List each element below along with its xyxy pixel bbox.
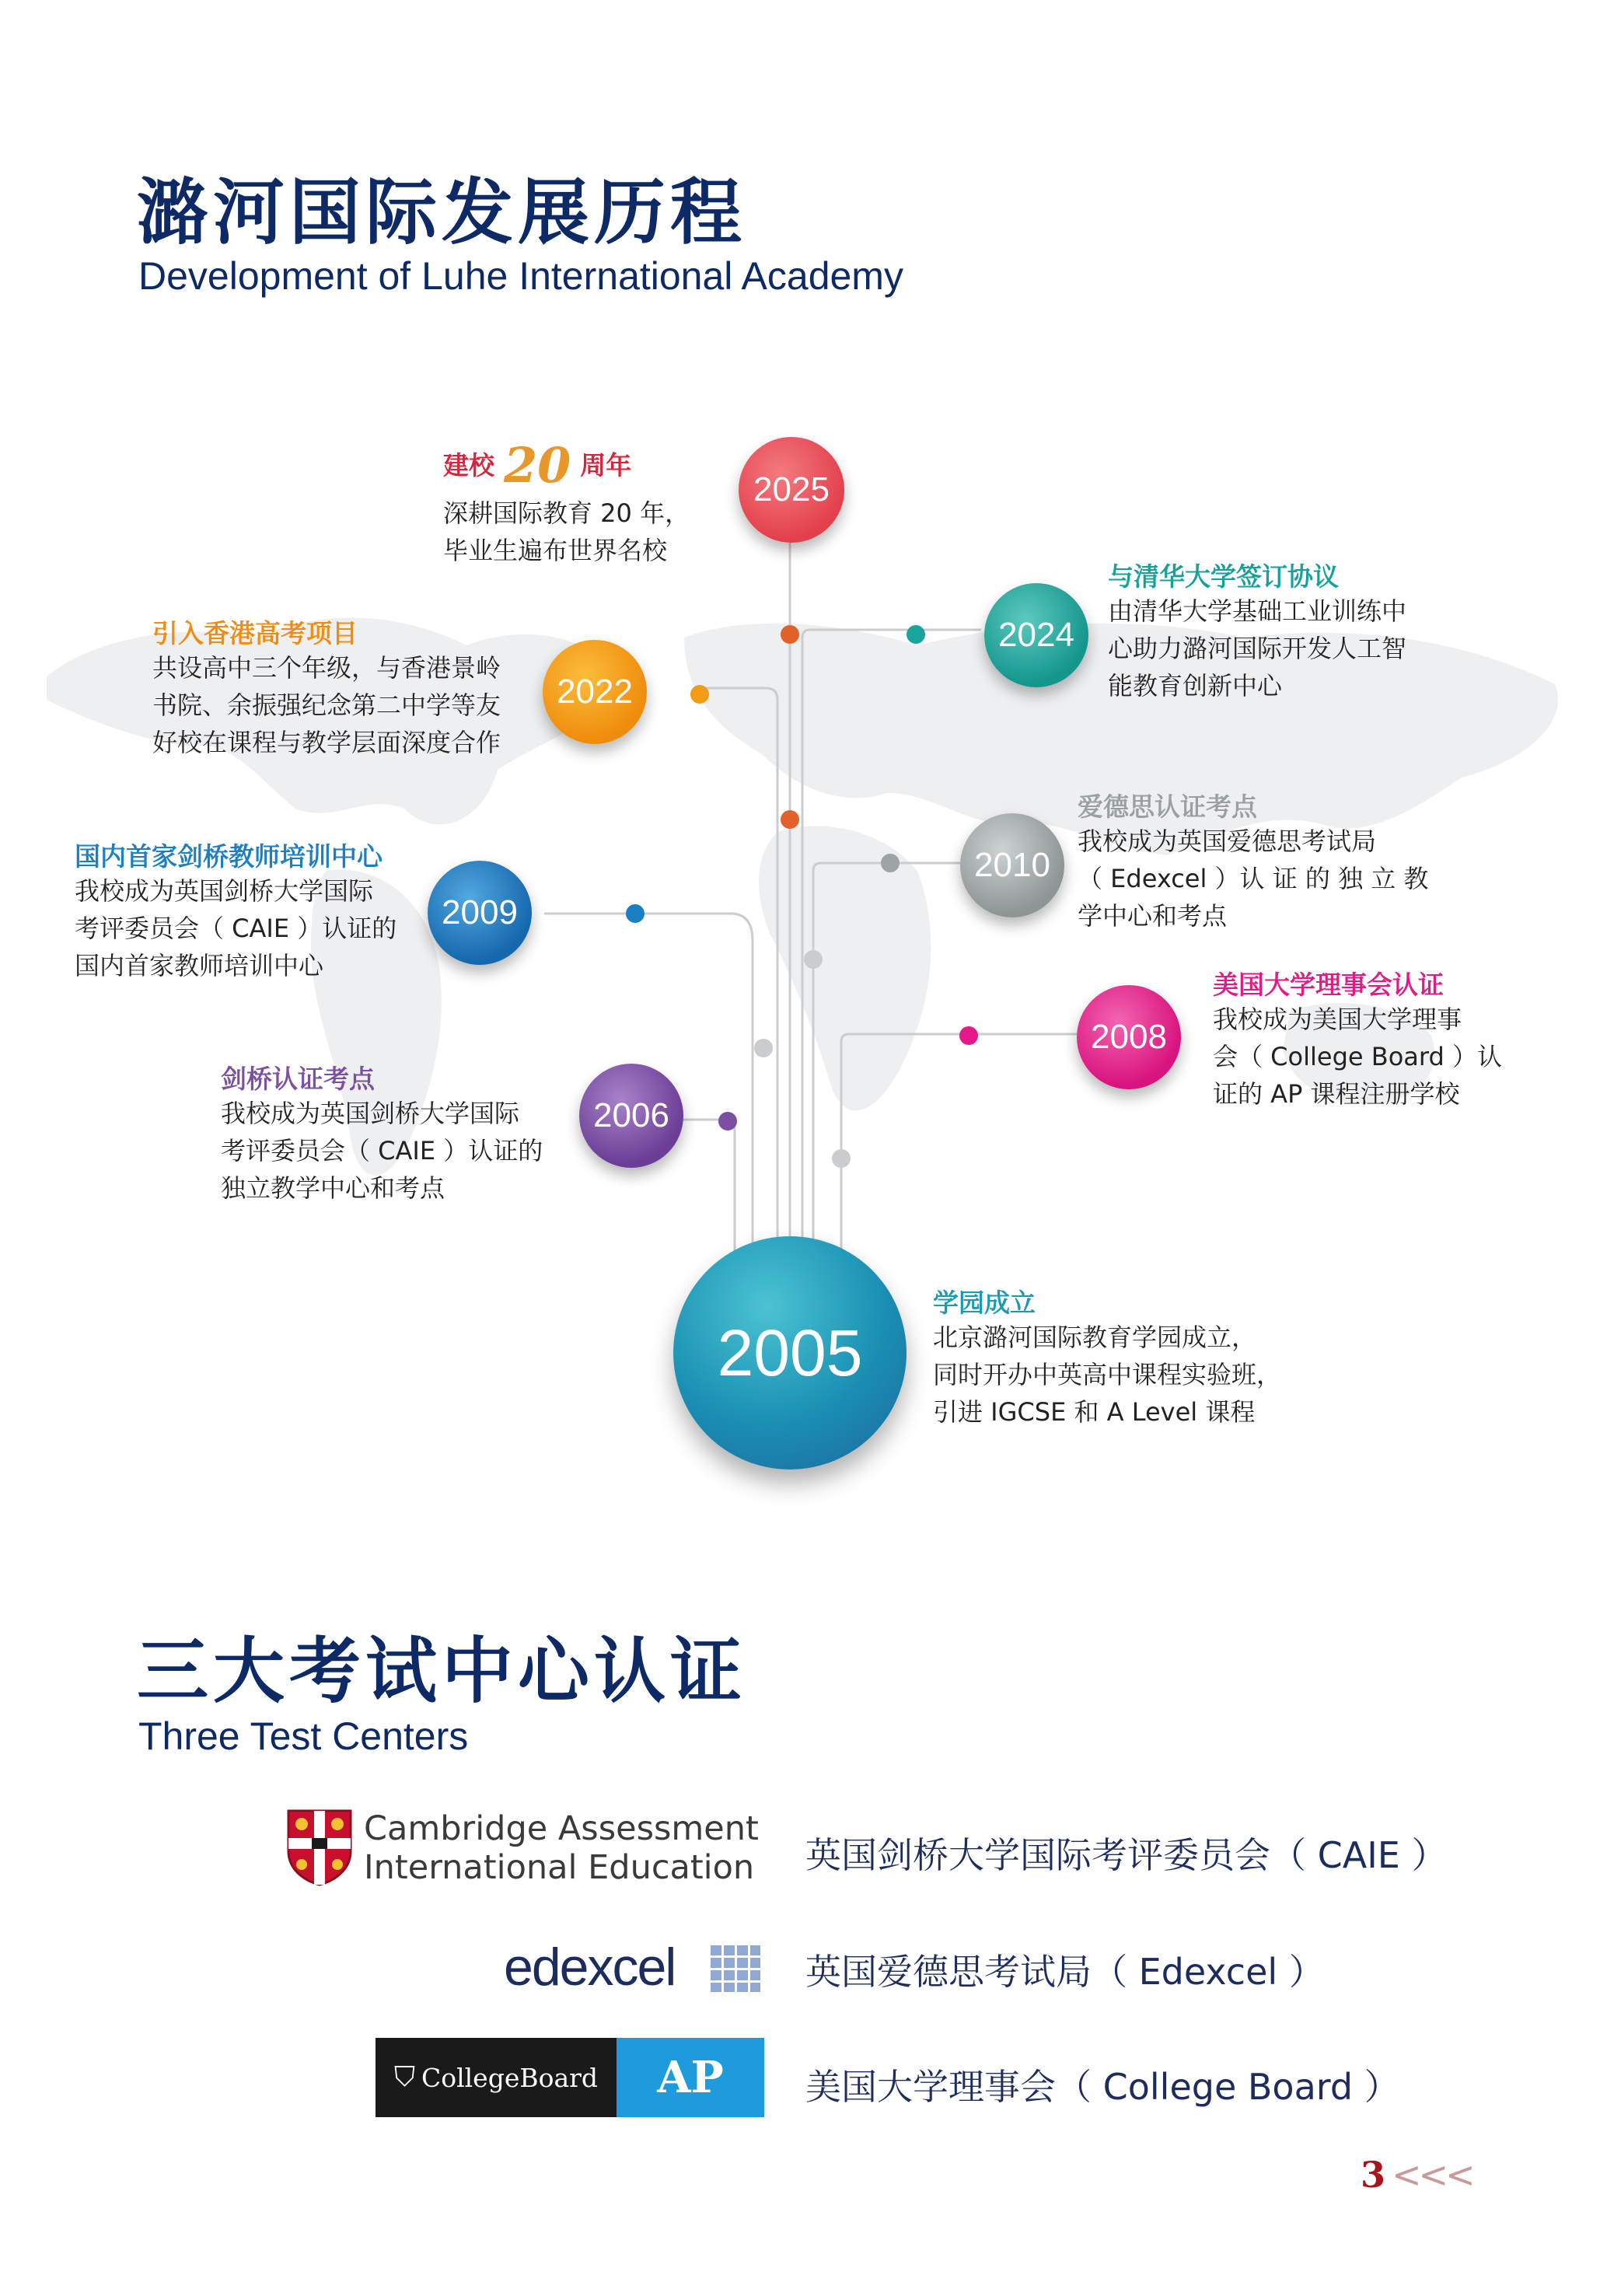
cambridge-logo-line2: International Education [364,1848,755,1887]
event-2022 [152,618,501,761]
page-subtitle: Development of Luhe International Academy [138,254,903,298]
year-circle-2010: 2010 [960,813,1064,917]
event-2024 [1108,561,1406,704]
year-circle-2008: 2008 [1077,985,1181,1089]
year-circle-2006: 2006 [579,1064,683,1168]
test-center-label-edexcel: 英国爱德思考试局（ Edexcel ） [805,1951,1325,1993]
event-description: 我校成为英国剑桥大学国际 考评委员会（ CAIE ）认证的 国内首家教师培训中心 [75,875,397,980]
event-title: 建校 20 周年 [443,437,632,494]
cambridge-logo-line1: Cambridge Assessment [364,1809,759,1848]
event-title: 引入香港高考项目 [152,618,358,648]
event-title: 剑桥认证考点 [221,1064,375,1094]
acorn-icon: ⛉ [393,2061,415,2093]
page-arrows-icon: <<< [1392,2154,1473,2196]
year-circle-2022: 2022 [543,640,647,744]
event-description: 深耕国际教育 20 年， 毕业生遍布世界名校 [443,498,690,565]
event-2006 [221,1064,543,1207]
event-description: 我校成为英国剑桥大学国际 考评委员会（ CAIE ）认证的 独立教学中心和考点 [221,1098,543,1203]
year-circle-2009: 2009 [428,861,532,965]
event-2010 [1078,792,1428,935]
ap-logo-block: AP [617,2038,764,2117]
cambridge-crest-icon [286,1808,353,1886]
section-title: 三大考试中心认证 [137,1630,747,1713]
year-circle-2005: 2005 [673,1236,907,1470]
page-number: 3 [1361,2154,1386,2196]
edexcel-wordmark: edexcel [504,1938,676,1997]
page-footer [1361,2154,1473,2196]
section-subtitle: Three Test Centers [138,1714,469,1758]
event-description: 由清华大学基础工业训练中 心助力潞河国际开发人工智 能教育创新中心 [1108,596,1407,701]
edexcel-logo [504,1936,768,1998]
edexcel-dots-icon [711,1945,760,1992]
year-circle-2025: 2025 [739,437,844,543]
event-description: 北京潞河国际教育学园成立， 同时开办中英高中课程实验班， 引进 IGCSE 和 A Level 课程 [933,1322,1282,1427]
test-center-label-caie: 英国剑桥大学国际考评委员会（ CAIE ） [805,1834,1448,1876]
event-2008 [1213,970,1502,1113]
page-title: 潞河国际发展历程 [137,171,747,254]
event-2005 [933,1288,1281,1431]
event-title: 学园成立 [933,1288,1036,1318]
event-2009 [75,841,397,984]
cambridge-logo [286,1805,762,1891]
event-title: 美国大学理事会认证 [1213,970,1444,1000]
event-2025 [443,437,690,569]
event-description: 我校成为美国大学理事 会（ College Board ）认 证的 AP 课程注册学校 [1213,1004,1502,1109]
event-title: 与清华大学签订协议 [1108,561,1339,592]
collegeboard-ap-logo [376,2038,764,2117]
event-description: 我校成为英国爱德思考试局 （ Edexcel ）认 证 的 独 立 教 学中心和考点 [1078,826,1429,931]
event-title: 爱德思认证考点 [1078,792,1257,822]
test-center-label-collegeboard: 美国大学理事会（ College Board ） [805,2066,1400,2108]
anniversary-20-logo: 20 [504,437,571,494]
event-description: 共设高中三个年级，与香港景岭 书院、余振强纪念第二中学等友 好校在课程与教学层面深度合作 [152,652,501,757]
collegeboard-logo-block: ⛉ CollegeBoard [376,2038,617,2117]
event-title: 国内首家剑桥教师培训中心 [75,841,383,872]
year-circle-2024: 2024 [984,583,1088,687]
